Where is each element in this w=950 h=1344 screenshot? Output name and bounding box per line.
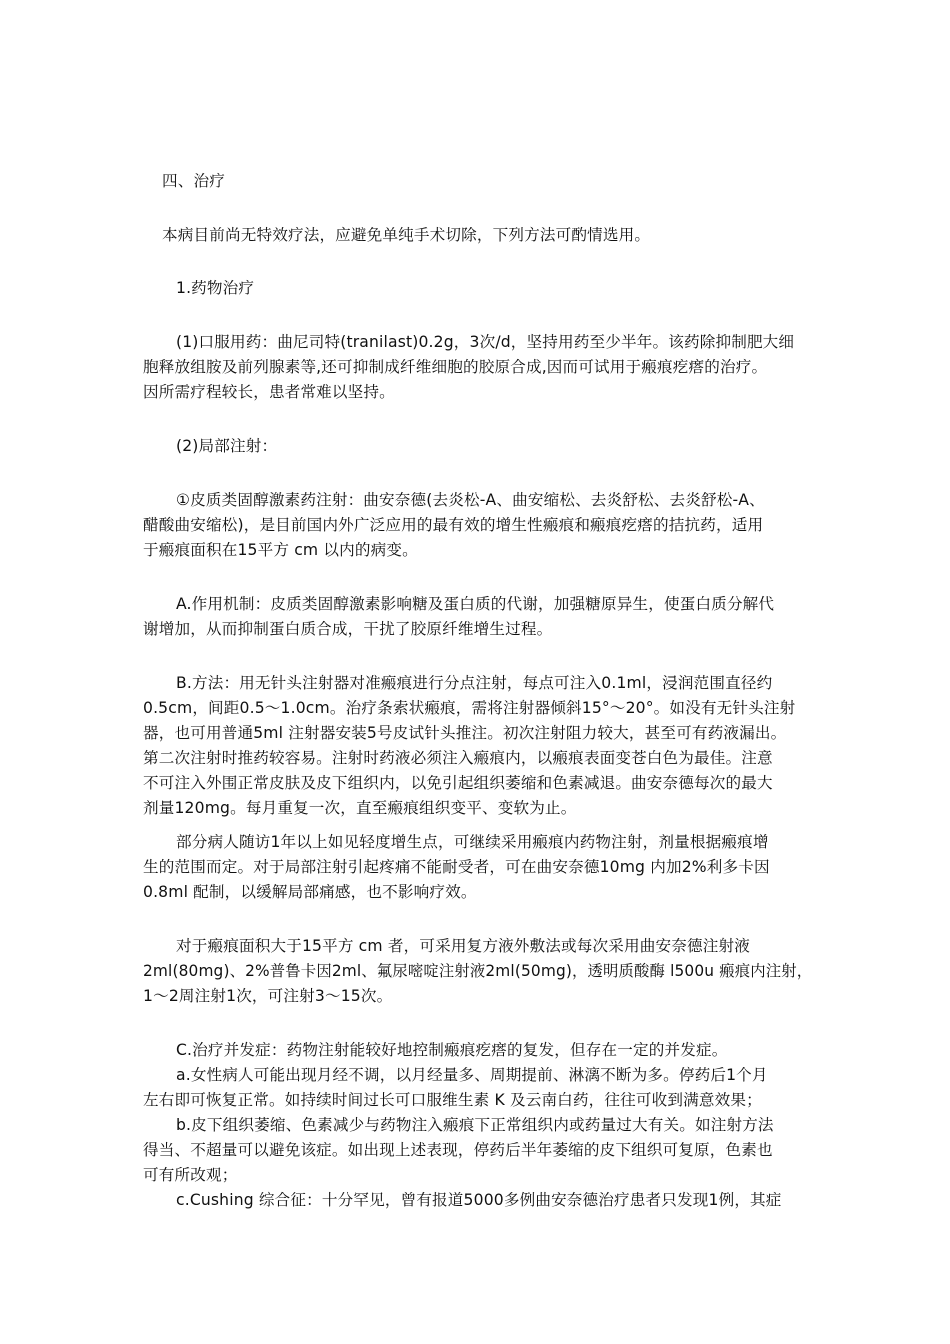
subsection-title: 1.药物治疗 — [176, 279, 255, 297]
steroid-line-1: ①皮质类固醇激素药注射：曲安奈德(去炎松-A、曲安缩松、去炎舒松、去炎舒松-A、 — [176, 491, 765, 509]
complications-line-3: 左右即可恢复正常。如持续时间过长可口服维生素 K 及云南白药，往往可收到满意效果； — [143, 1091, 762, 1109]
complications-line-1: C.治疗并发症：药物注射能较好地控制瘢痕疙瘩的复发，但存在一定的并发症。 — [176, 1041, 728, 1059]
steroid-line-3: 于瘢痕面积在15平方 cm 以内的病变。 — [143, 541, 418, 559]
intro-paragraph: 本病目前尚无特效疗法，应避免单纯手术切除，下列方法可酌情选用。 — [162, 226, 651, 244]
complications-line-4: b.皮下组织萎缩、色素减少与药物注入瘢痕下正常组织内或药量过大有关。如注射方法 — [176, 1116, 774, 1134]
method-line-5: 不可注入外围正常皮肤及皮下组织内，以免引起组织萎缩和色素减退。曲安奈德每次的最大 — [143, 774, 773, 792]
complications-line-5: 得当、不超量可以避免该症。如出现上述表现，停药后半年萎缩的皮下组织可复原，色素也 — [143, 1141, 773, 1159]
mechanism-line-2: 谢增加，从而抑制蛋白质合成，干扰了胶原纤维增生过程。 — [143, 620, 553, 638]
followup-line-3: 0.8ml 配制，以缓解局部痛感，也不影响疗效。 — [143, 883, 477, 901]
large-scar-line-3: 1～2周注射1次，可注射3～15次。 — [143, 987, 393, 1005]
steroid-line-2: 醋酸曲安缩松)，是目前国内外广泛应用的最有效的增生性瘢痕和瘢痕疙瘩的拮抗药，适用 — [143, 516, 764, 534]
complications-line-7: c.Cushing 综合征：十分罕见，曾有报道5000多例曲安奈德治疗患者只发现1例，其症 — [176, 1191, 782, 1209]
local-injection-title: (2)局部注射： — [176, 437, 278, 455]
large-scar-line-1: 对于瘢痕面积大于15平方 cm 者，可采用复方液外敷法或每次采用曲安奈德注射液 — [176, 937, 750, 955]
oral-line-3: 因所需疗程较长，患者常难以坚持。 — [143, 383, 395, 401]
method-line-1: B.方法：用无针头注射器对准瘢痕进行分点注射，每点可注入0.1ml，浸润范围直径约 — [176, 674, 773, 692]
method-line-3: 器，也可用普通5ml 注射器安装5号皮试针头推注。初次注射阻力较大，甚至可有药液漏出。 — [143, 724, 787, 742]
section-heading: 四、治疗 — [162, 172, 225, 190]
large-scar-line-2: 2ml(80mg)、2%普鲁卡因2ml、氟尿嘧啶注射液2ml(50mg)，透明质酸酶 l500u 瘢痕内注射， — [143, 962, 813, 980]
oral-line-2: 胞释放组胺及前列腺素等,还可抑制成纤维细胞的胶原合成,因而可试用于瘢痕疙瘩的治疗。 — [143, 358, 768, 376]
method-line-6: 剂量120mg。每月重复一次，直至瘢痕组织变平、变软为止。 — [143, 799, 577, 817]
followup-line-1: 部分病人随访1年以上如见轻度增生点，可继续采用瘢痕内药物注射，剂量根据瘢痕增 — [176, 833, 769, 851]
method-line-4: 第二次注射时推药较容易。注射时药液必须注入瘢痕内，以瘢痕表面变苍白色为最佳。注意 — [143, 749, 773, 767]
complications-line-6: 可有所改观； — [143, 1166, 238, 1184]
oral-line-1: (1)口服用药：曲尼司特(tranilast)0.2g，3次/d，坚持用药至少半年。该药除抑制肥大细 — [176, 333, 795, 351]
complications-line-2: a.女性病人可能出现月经不调，以月经量多、周期提前、淋漓不断为多。停药后1个月 — [176, 1066, 768, 1084]
followup-line-2: 生的范围而定。对于局部注射引起疼痛不能耐受者，可在曲安奈德10mg 内加2%利多卡因 — [143, 858, 770, 876]
method-line-2: 0.5cm，间距0.5～1.0cm。治疗条索状瘢痕，需将注射器倾斜15°～20°。如没有无针头注射 — [143, 699, 796, 717]
mechanism-line-1: A.作用机制：皮质类固醇激素影响糖及蛋白质的代谢，加强糖原异生，使蛋白质分解代 — [176, 595, 775, 613]
